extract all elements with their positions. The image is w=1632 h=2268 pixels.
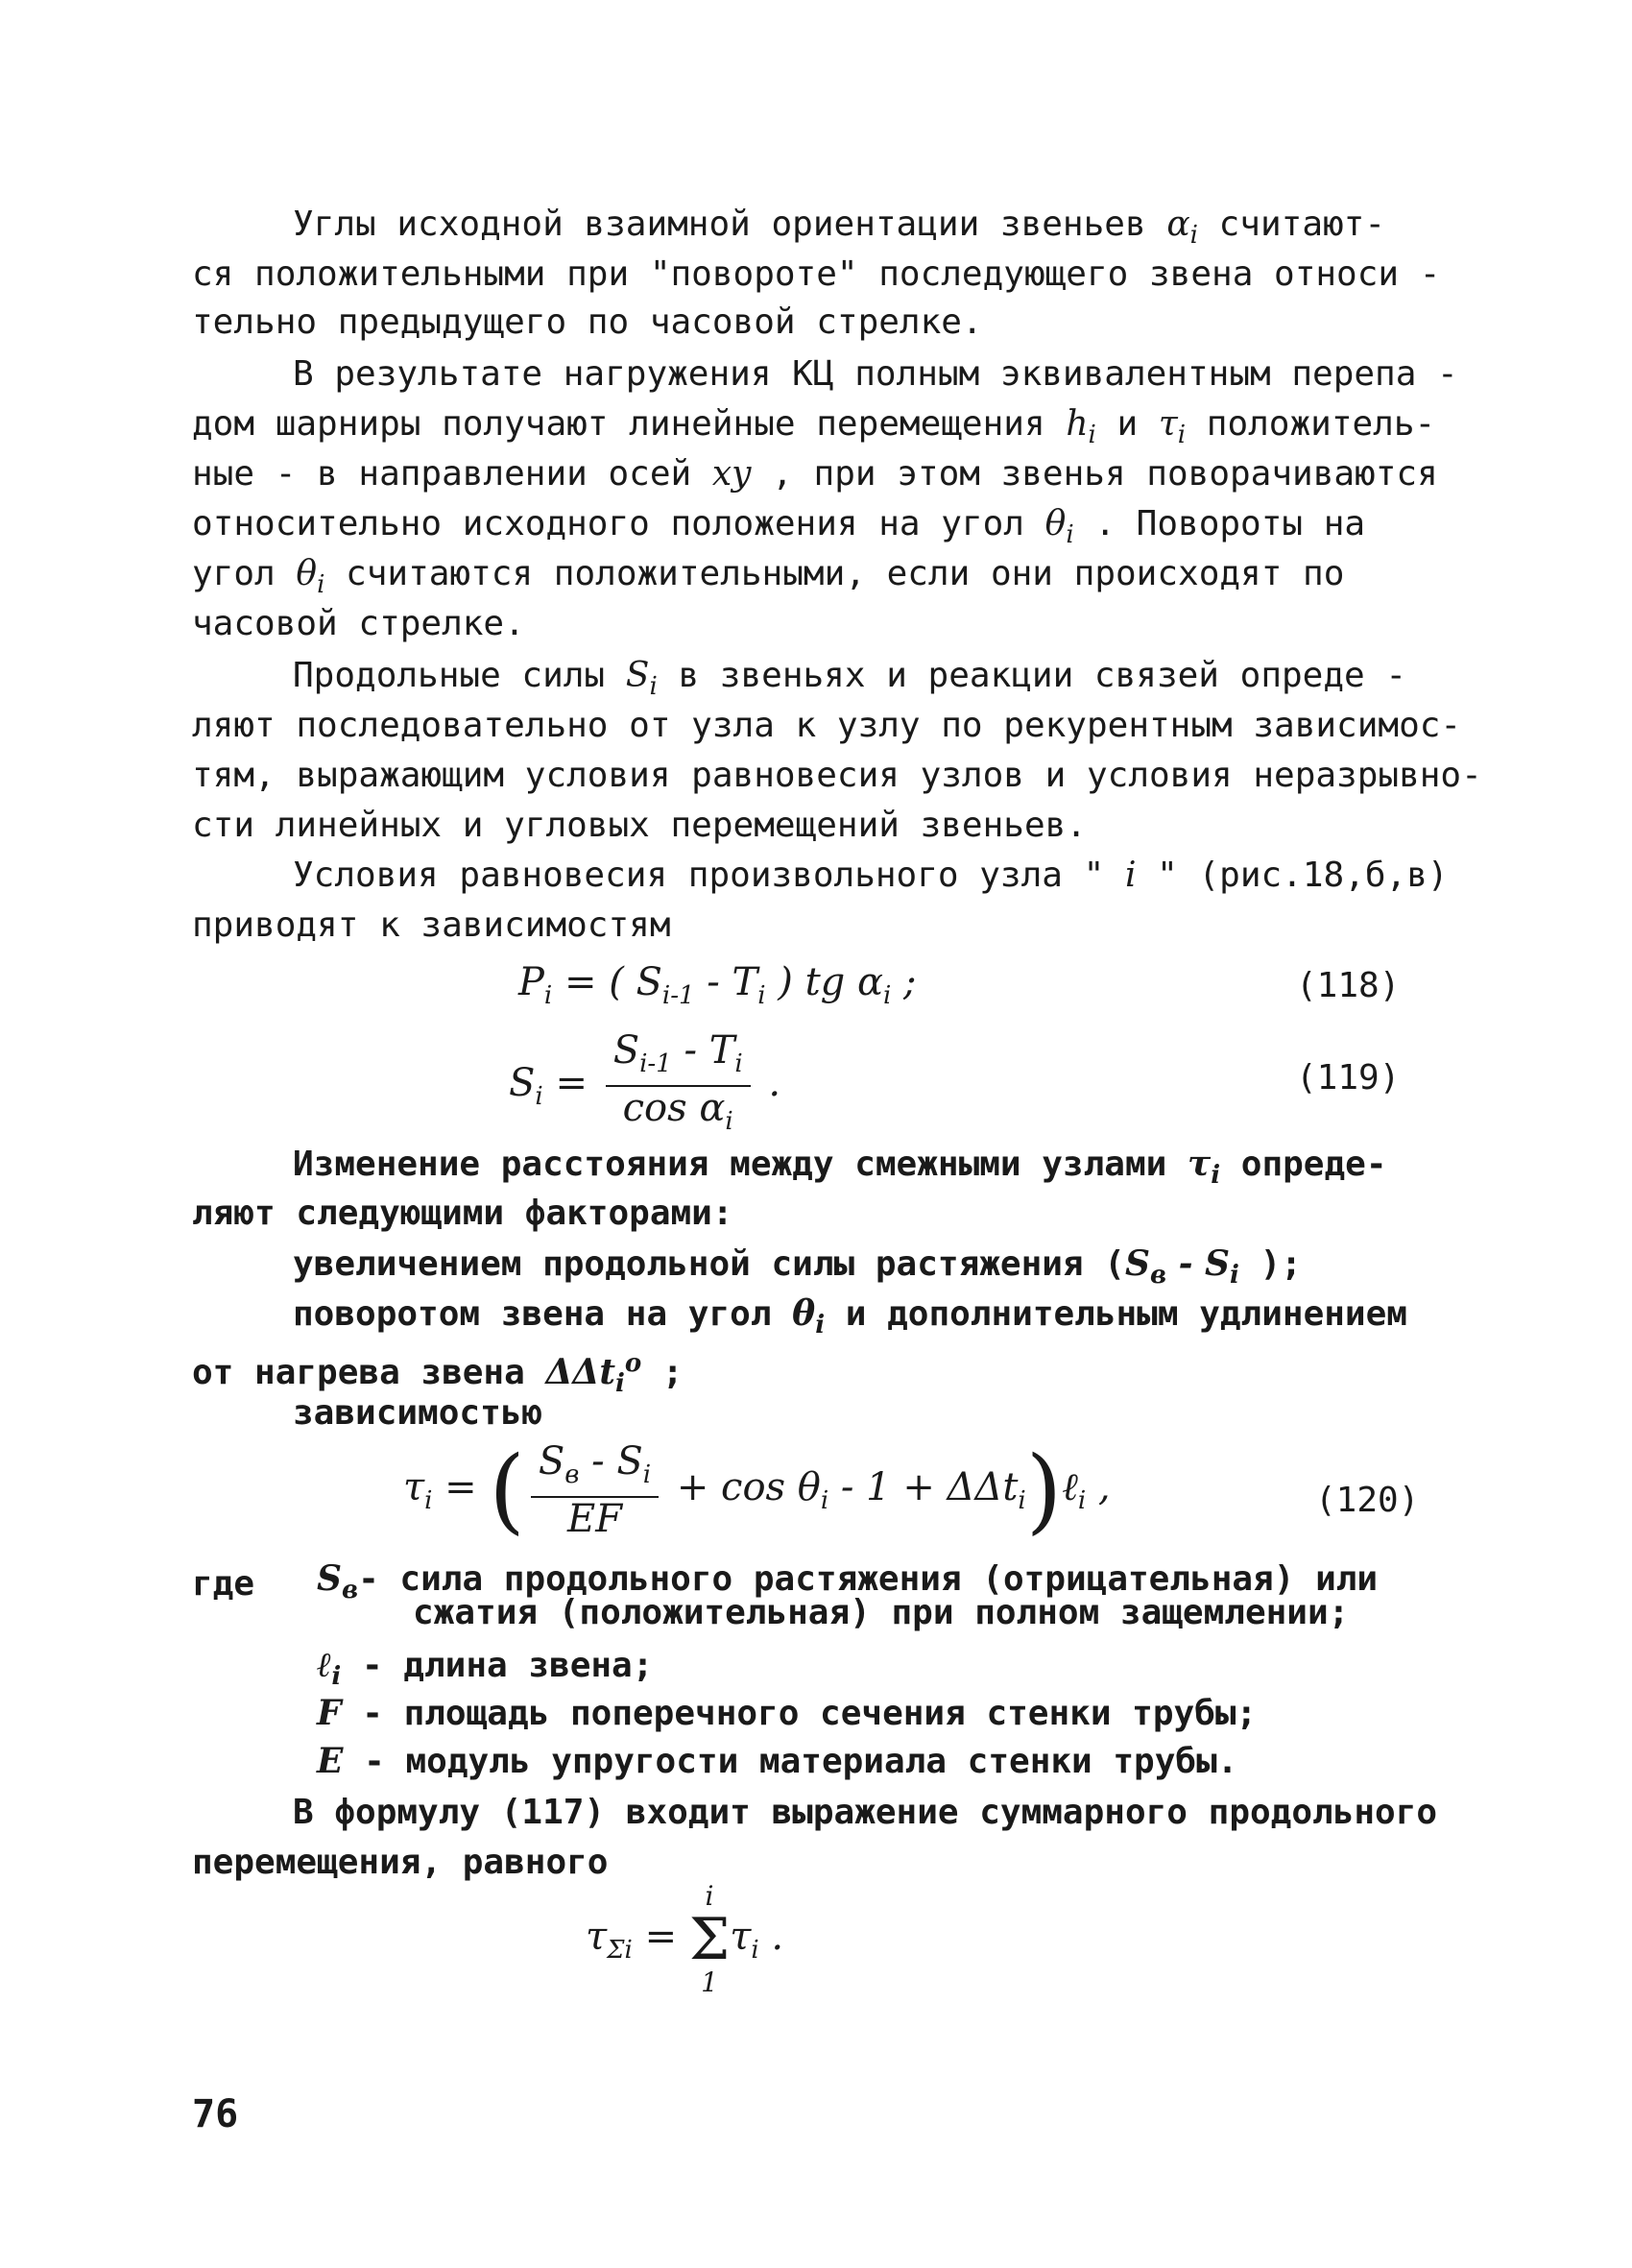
where-item2: ℓ$_i$ - длина звена;: [317, 1645, 654, 1692]
where-label: где: [192, 1564, 255, 1604]
p4-line1: Условия равновесия произвольного узла " i " (рис.18,б,в): [293, 856, 1449, 895]
equation-119: $S_i$ = $\frac{S_{i-1} - T_i}{\cos \alpha_i}$ .: [509, 1029, 780, 1143]
where-item1-line2: сжатия (положительная) при полном защемлении;: [413, 1593, 1350, 1632]
p1-line2: ся положительными при "повороте" последующего звена относи -: [192, 254, 1441, 294]
p4-line2: приводят к зависимостям: [192, 905, 671, 945]
fraction: $\frac{S_{i-1} - T_i}{\cos \alpha_i}$: [606, 1029, 751, 1143]
theta-symbol: $\theta_i$: [296, 554, 325, 600]
p5-line6: зависимостью: [293, 1393, 543, 1433]
delta-t-symbol: ΔΔt$_i^o$: [545, 1349, 642, 1399]
alpha-symbol: $\alpha_i$: [1166, 205, 1198, 251]
tau-symbol: $\tau_i$: [1187, 1144, 1221, 1191]
s-symbol: $S_i$: [625, 656, 658, 702]
f-symbol: F: [317, 1693, 342, 1733]
equation-118-number: (118): [1296, 966, 1401, 1005]
equation-119-number: (119): [1296, 1058, 1401, 1098]
theta-symbol: $\theta_i$: [792, 1293, 826, 1340]
p3-line1: Продольные силы $S_i$ в звеньях и реакции связей опреде -: [293, 656, 1407, 702]
fraction: $\frac{S_в - S_i}{EF}$: [531, 1440, 659, 1540]
p2-line3: ные - в направлении осей xy , при этом звенья поворачиваются: [192, 454, 1438, 494]
p2-line6: часовой стрелке.: [192, 604, 525, 643]
s-symbol: $S_в - S_i$: [1124, 1243, 1239, 1291]
equation-120-number: (120): [1315, 1481, 1420, 1520]
p6-line1: В формулу (117) входит выражение суммарного продольного: [293, 1793, 1438, 1832]
p2-line2: дом шарниры получают линейные перемещения $h_i$ и $\tau_i$ положитель-: [192, 404, 1436, 450]
p2-line4: относительно исходного положения на угол $\theta_i$ . Повороты на: [192, 504, 1366, 550]
p5-line2: ляют следующими факторами:: [192, 1194, 733, 1233]
p5-line4: поворотом звена на угол $\theta_i$ и дополнительным удлинением: [293, 1293, 1407, 1340]
p1-line3: тельно предыдущего по часовой стрелке.: [192, 302, 983, 342]
where-item4: E - модуль упругости материала стенки трубы.: [317, 1741, 1238, 1781]
p3-line4: сти линейных и угловых перемещений звеньев.: [192, 806, 1087, 845]
equation-118: $P_i$ = ( $S_{i-1} - T_i$ ) tg $\alpha_i$ ;: [518, 960, 917, 1010]
tau-symbol: $\tau_i$: [1158, 404, 1187, 450]
text: Углы исходной взаимной ориентации звеньев: [293, 205, 1167, 244]
page-number: 76: [192, 2092, 239, 2136]
theta-symbol: $\theta_i$: [1044, 504, 1074, 550]
e-symbol: E: [317, 1741, 344, 1781]
l-symbol: ℓ$_i$: [317, 1645, 342, 1692]
where-item1-line1: $S_в-$ сила продольного растяжения (отрицательная) или: [317, 1558, 1379, 1605]
text: считают-: [1197, 205, 1386, 244]
p3-line3: тям, выражающим условия равновесия узлов и условия неразрывно-: [192, 756, 1482, 795]
s-b-symbol: $S_в$: [317, 1558, 359, 1605]
p2-line5: угол $\theta_i$ считаются положительными, если они происходят по: [192, 554, 1345, 600]
h-symbol: $h_i$: [1066, 404, 1096, 450]
i-symbol: i: [1124, 856, 1137, 895]
p5-line1: Изменение расстояния между смежными узлами $\tau_i$ опреде-: [293, 1144, 1387, 1191]
p1-line1: [293, 204, 1385, 256]
xy-symbol: xy: [711, 454, 752, 494]
equation-120: $\tau_i$ = ( $\frac{S_в - S_i}{EF}$ + $\cos \theta_i - 1$ + ΔΔt$_i$)ℓ$_i$ ,: [403, 1436, 1111, 1544]
equation-sum: $\tau_{\Sigma i}$ = i Σ 1 $\tau_i$ .: [586, 1880, 784, 1998]
sigma-operator: i Σ 1: [688, 1880, 731, 1998]
p3-line2: ляют последовательно от узла к узлу по рекурентным зависимос-: [192, 706, 1462, 745]
p5-line3: увеличением продольной силы растяжения ($S_в - S_i$ );: [293, 1243, 1302, 1291]
p5-line5: от нагрева звена ΔΔt$_i^o$ ;: [192, 1349, 684, 1399]
p2-line1: В результате нагружения КЦ полным эквивалентным перепа -: [293, 354, 1458, 394]
p6-line2: перемещения, равного: [192, 1843, 609, 1882]
where-item3: F - площадь поперечного сечения стенки трубы;: [317, 1693, 1258, 1733]
